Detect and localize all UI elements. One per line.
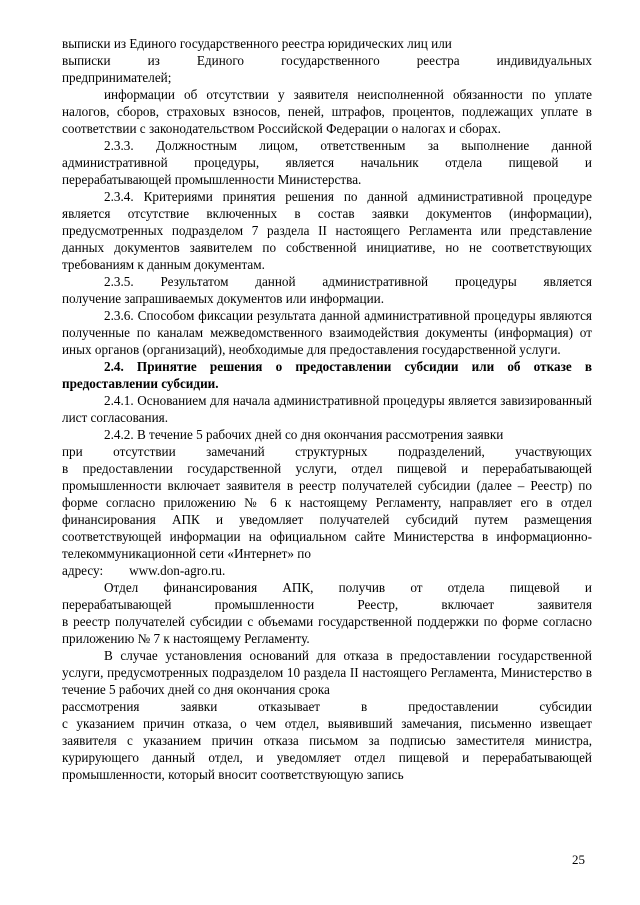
paragraph-otdel-body: в реестр получателей субсидии с объемами государственной поддержки по форме согласно приложению № 7 к настоящему Регламенту. bbox=[62, 614, 592, 646]
website-address: www.don-agro.ru. bbox=[129, 563, 226, 578]
paragraph-refusal-part-1: В случае установления оснований для отказа в предоставлении государственной услуги, предусмотренных подразделом 10 раздела II настоящего Регламента, Министерство в течение 5 рабочих дней со дня окончания срока bbox=[62, 648, 592, 697]
paragraph-2-3-5-line-2: получение запрашиваемых документов или информации. bbox=[62, 291, 384, 306]
paragraph-otdel-line-2: перерабатывающей промышленности Реестр, включает заявителя bbox=[62, 597, 592, 612]
paragraph-info: информации об отсутствии у заявителя неисполненной обязанности по уплате налогов, сборов, страховых взносов, пеней, штрафов, процентов, подлежащих уплате в соответствии с законодательством Российской Федерации о налогах и сборах. bbox=[62, 87, 592, 136]
page-number: 25 bbox=[572, 852, 585, 867]
paragraph-2-3-3-line-2: административной процедуры, является начальник отдела пищевой и bbox=[62, 155, 592, 170]
paragraph-2-4-2-line-1: 2.4.2. В течение 5 рабочих дней со дня окончания рассмотрения заявки bbox=[104, 427, 504, 442]
paragraph-2-3-4: 2.3.4. Критериями принятия решения по данной административной процедуре является отсутствие включенных в состав заявки документов (информации), предусмотренных подразделом 7 раздела II настоящего Регламента или представление данных документов заявителем по собственной инициативе, но не соответствующих требованиям к данным документам. bbox=[62, 189, 592, 272]
paragraph-2-3-3-line-1: 2.3.3. Должностным лицом, ответственным за выполнение данной bbox=[104, 138, 592, 153]
document-body bbox=[62, 35, 592, 783]
paragraph-refusal-part-2: с указанием причин отказа, о чем отдел, выявивший замечания, письменно извещает заявителя с указанием причин отказа письмом за подписью заместителя министра, курирующего данный отдел, и уведомляет отдел пищевой и перерабатывающей промышленности, который вносит соответствующую запись bbox=[62, 716, 592, 782]
paragraph-2-4-1: 2.4.1. Основанием для начала административной процедуры является завизированный лист согласования. bbox=[62, 393, 592, 425]
paragraph-otdel-line-1: Отдел финансирования АПК, получив от отдела пищевой и bbox=[104, 580, 592, 595]
paragraph-2-4-2-address-line: адресу: www.don-agro.ru. bbox=[62, 563, 226, 578]
paragraph-2-3-5-line-1: 2.3.5. Результатом данной административной процедуры является bbox=[104, 274, 592, 289]
paragraph-2-3-6: 2.3.6. Способом фиксации результата данной административной процедуры являются полученные по каналам межведомственного взаимодействия документы (информация) от иных органов (организаций), необходимые для предоставления государственной услуги. bbox=[62, 308, 592, 357]
extract-line-1: выписки из Единого государственного реестра юридических лиц или bbox=[62, 36, 452, 51]
paragraph-2-4-2-line-2: при отсутствии замечаний структурных подразделений, участвующих bbox=[62, 444, 592, 459]
extract-line-2: выписки из Единого государственного реестра индивидуальных bbox=[62, 53, 592, 68]
paragraph-2-3-3-line-3: перерабатывающей промышленности Министерства. bbox=[62, 172, 362, 187]
paragraph-2-4-2-body: в предоставлении государственной услуги, отдел пищевой и перерабатывающей промышленности включает заявителя в реестр получателей субсидии (далее – Реестр) по форме согласно приложению № 6 к настоящему Регламенту, направляет его в отдел финансирования АПК и уведомляет получателей субсидий путем размещения соответствующей информации на официальном сайте Министерства в информационно-телекоммуникационной сети «Интернет» по bbox=[62, 461, 592, 561]
extract-line-3: предпринимателей; bbox=[62, 70, 172, 85]
section-heading-2-4: 2.4. Принятие решения о предоставлении субсидии или об отказе в предоставлении субсидии. bbox=[62, 359, 592, 391]
paragraph-refusal-line: рассмотрения заявки отказывает в предоставлении субсидии bbox=[62, 699, 592, 714]
